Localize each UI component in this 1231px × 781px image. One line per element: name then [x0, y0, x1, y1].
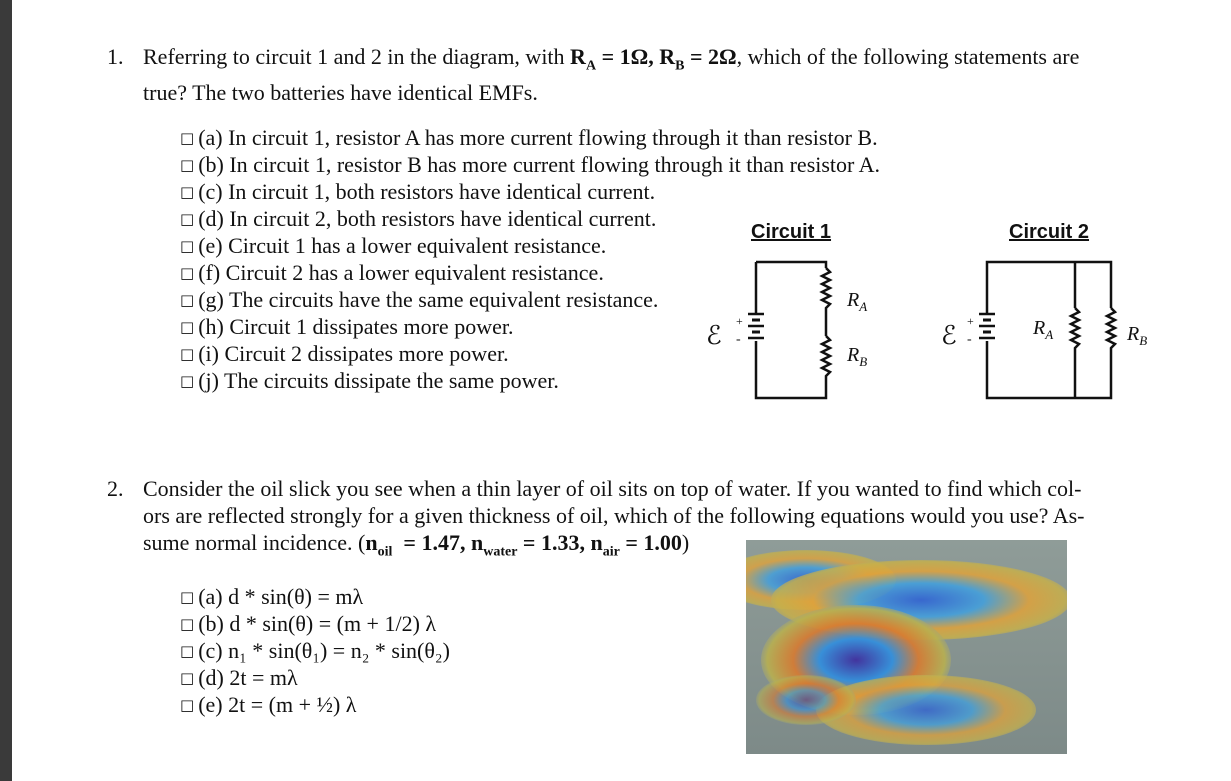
- checkbox-icon[interactable]: □: [180, 264, 195, 282]
- circuit-1-top-wire: [756, 262, 826, 268]
- q1-text-pre: Referring to circuit 1 and 2 in the diagram, with: [143, 44, 571, 69]
- q1-option-text: (d) In circuit 2, both resistors have identical current.: [198, 206, 657, 231]
- q1-text-post: , which of the following statements are: [736, 44, 1080, 69]
- resistor-a-symbol: [822, 268, 830, 336]
- checkbox-icon[interactable]: □: [180, 669, 195, 687]
- checkbox-icon[interactable]: □: [180, 183, 195, 201]
- circuit-1: [748, 262, 830, 398]
- refractive-indices: $n_{oil} = 1.47$, $n_{water} = 1.33$, $n_{air} = 1.00$: [365, 530, 682, 560]
- checkbox-icon[interactable]: □: [180, 129, 195, 147]
- q2-option-text: (a) d * sin(θ) = mλ: [198, 584, 364, 609]
- oil-slick-photo: [746, 540, 1067, 754]
- q1-text-line2: true? The two batteries have identical EMFs.: [143, 80, 538, 106]
- q1-option-text: (f) Circuit 2 has a lower equivalent resistance.: [198, 260, 604, 285]
- q2-line3: sume normal incidence. ($n_{oil} = 1.47$, $n_{water} = 1.33$, $n_{air} = 1.00$): [143, 530, 690, 560]
- q2-option-text: (d) 2t = mλ: [198, 665, 298, 690]
- q2-option-text: (c) n₁ * sin(θ₁) = n₂ * sin(θ₂): [198, 638, 450, 663]
- resistor-b-parallel-symbol: [1107, 308, 1115, 352]
- circuit-1-plus: +: [736, 314, 743, 328]
- q1-option-text: (h) Circuit 1 dissipates more power.: [198, 314, 514, 339]
- q1-option-text: (c) In circuit 1, both resistors have identical current.: [198, 179, 656, 204]
- circuit-2-emf-label: ℰ: [941, 321, 957, 350]
- q1-option-text: (e) Circuit 1 has a lower equivalent resistance.: [198, 233, 607, 258]
- q2-line1: Consider the oil slick you see when a thin layer of oil sits on top of water. If you wanted to find which col-: [143, 476, 1082, 501]
- circuit-1-minus: -: [736, 332, 741, 347]
- q1-option-text: (a) In circuit 1, resistor A has more current flowing through it than resistor B.: [198, 125, 878, 150]
- circuit-2-ra-label: $R_A$: [1033, 317, 1054, 342]
- checkbox-icon[interactable]: □: [180, 615, 195, 633]
- circuit-1-emf-label: ℰ: [706, 321, 722, 350]
- q2-option[interactable]: [180, 637, 450, 667]
- circuit-2-minus: -: [967, 332, 972, 347]
- q2-option[interactable]: [180, 664, 298, 694]
- q2-option-text: (b) d * sin(θ) = (m + 1/2) λ: [198, 611, 437, 636]
- checkbox-icon[interactable]: □: [180, 156, 195, 174]
- checkbox-icon[interactable]: □: [180, 210, 195, 228]
- q2-option[interactable]: [180, 610, 436, 640]
- checkbox-icon[interactable]: □: [180, 318, 195, 336]
- checkbox-icon[interactable]: □: [180, 696, 195, 714]
- circuit-1-ra-label: $R_A$: [847, 289, 868, 314]
- checkbox-icon[interactable]: □: [180, 642, 195, 660]
- q1-option-text: (j) The circuits dissipate the same power.: [198, 368, 559, 393]
- resistor-a-parallel-symbol: [1071, 308, 1079, 352]
- checkbox-icon[interactable]: □: [180, 291, 195, 309]
- checkbox-icon[interactable]: □: [180, 588, 195, 606]
- checkbox-icon[interactable]: □: [180, 237, 195, 255]
- q1-option-text: (b) In circuit 1, resistor B has more current flowing through it than resistor A.: [198, 152, 881, 177]
- circuit-2-title: Circuit 2: [1009, 221, 1090, 243]
- circuit-2-rb-label: $R_B$: [1127, 323, 1148, 348]
- circuit-2-plus: +: [967, 314, 974, 328]
- circuit-2-top-wire: [987, 262, 1111, 313]
- q2-option-text: (e) 2t = (m + ½) λ: [198, 692, 357, 717]
- question-1-number: 1.: [107, 44, 124, 69]
- circuit-1-rb-label: $R_B$: [847, 344, 868, 369]
- question-2-number: 2.: [107, 476, 124, 501]
- q1-option-text: (i) Circuit 2 dissipates more power.: [198, 341, 509, 366]
- circuit-2-bottom-wire: [987, 341, 1111, 398]
- q2-option[interactable]: [180, 583, 363, 613]
- resistor-b-symbol: [822, 336, 830, 392]
- q2-option[interactable]: [180, 691, 356, 721]
- q1-option-text: (g) The circuits have the same equivalent resistance.: [198, 287, 659, 312]
- ra-expression: $R_A = 1\Omega$, $R_B = 2\Omega$: [570, 44, 737, 74]
- checkbox-icon[interactable]: □: [180, 345, 195, 363]
- q2-line2: ors are reflected strongly for a given thickness of oil, which of the following equations would you use? As-: [143, 503, 1085, 528]
- checkbox-icon[interactable]: □: [180, 372, 195, 390]
- circuit-1-bottom-wire: [756, 341, 826, 398]
- circuit-1-title: Circuit 1: [751, 221, 832, 243]
